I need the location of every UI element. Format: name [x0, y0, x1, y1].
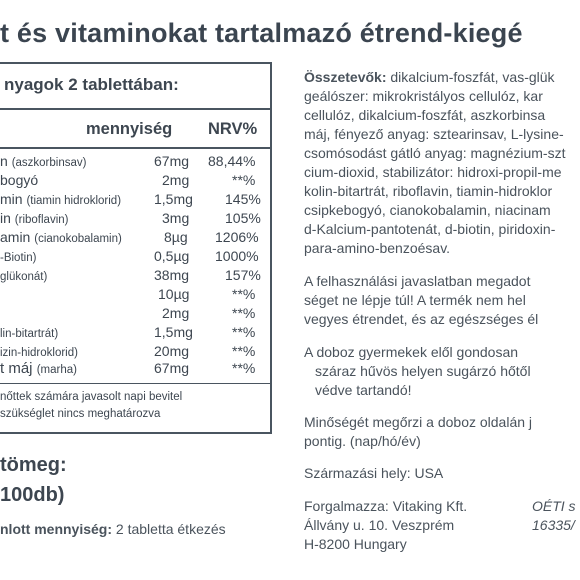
- table-row-name: -Biotin): [0, 252, 37, 264]
- table-row-amount: 2mg: [162, 172, 190, 188]
- table-footnote-nrv: nőttek számára javasolt napi bevitel: [0, 391, 183, 403]
- table-row-name: t máj (marha): [0, 360, 77, 377]
- table-row-nrv: 105%: [225, 210, 261, 226]
- table-row-nrv: **%: [232, 324, 256, 340]
- table-row-nrv: 88,44%: [208, 153, 256, 169]
- table-row-name: amin (cianokobalamin): [0, 229, 122, 245]
- table-heading: nyagok 2 tablettában:: [4, 75, 179, 94]
- table-row-amount: 38mg: [154, 267, 190, 283]
- table-row-name: n (aszkorbinsav): [0, 153, 87, 169]
- best-before-line: Minőségét megőrzi a doboz oldalán j: [304, 414, 533, 430]
- table-row-amount: 20mg: [154, 343, 190, 359]
- table-row-name: glükonát): [0, 271, 48, 283]
- distributor-line: Forgalmazza: Vitaking Kft.: [304, 498, 468, 514]
- origin-line: Származási hely: USA: [304, 465, 444, 481]
- oeti-line: 16335/: [532, 517, 575, 533]
- table-row-name: lin-bitartrát): [0, 328, 59, 340]
- ingredients-line: geálószer: mikrokristályos cellulóz, kar: [304, 88, 543, 104]
- table-row-amount: 1,5mg: [154, 191, 193, 207]
- table-row-amount: 3mg: [162, 210, 190, 226]
- table-row-name: bogyó: [0, 172, 39, 188]
- table-row-amount: 0,5µg: [154, 248, 190, 264]
- ingredients-line: Összetevők: dikalcium-foszfát, vas-glük: [304, 69, 555, 85]
- table-row-amount: 10µg: [158, 286, 190, 302]
- net-weight-value: 100db): [0, 484, 65, 506]
- usage-warning-line: vegyes étrendet, és az egészséges él: [304, 311, 539, 327]
- table-row-nrv: 145%: [225, 191, 261, 207]
- dosage-line: nlott mennyiség: 2 tabletta étkezés: [0, 521, 226, 537]
- table-divider-top: [0, 108, 272, 110]
- table-row-amount: 2mg: [162, 305, 190, 321]
- table-row-amount: 1,5mg: [154, 324, 193, 340]
- ingredients-line: para-amino-benzoésav.: [304, 240, 451, 256]
- table-row-nrv: **%: [232, 360, 256, 376]
- ingredients-line: cium-dioxid, stabilizátor: hidroxi-propil-me: [304, 164, 562, 180]
- table-footnote-unset: szükséglet nincs meghatározva: [0, 408, 161, 420]
- table-row-amount: 67mg: [154, 153, 190, 169]
- table-row-amount: 67mg: [154, 360, 190, 376]
- table-row-nrv: **%: [232, 172, 256, 188]
- table-divider-header: [0, 147, 272, 149]
- table-row-name: izin-hidroklorid): [0, 347, 78, 359]
- ingredients-line: máj, fényező anyag: sztearinsav, L-lysine-: [304, 126, 564, 142]
- ingredients-line: d-Kalcium-pantotenát, d-biotin, piridoxin-: [304, 221, 556, 237]
- ingredients-line: cellulóz, dikalcium-foszfát, aszkorbinsa: [304, 107, 546, 123]
- distributor-line: Állvány u. 10. Veszprém: [304, 517, 455, 533]
- storage-line: védve tartandó!: [315, 382, 412, 398]
- product-title: t és vitaminokat tartalmazó étrend-kiegé: [0, 18, 523, 48]
- usage-warning-line: séget ne lépje túl! A termék nem hel: [304, 292, 526, 308]
- table-row-nrv: **%: [232, 305, 256, 321]
- ingredients-line: csipkebogyó, cianokobalamin, niacinam: [304, 202, 551, 218]
- table-row-name: in (riboflavin): [0, 210, 69, 226]
- best-before-line: pontig. (nap/hó/év): [304, 433, 421, 449]
- table-row-nrv: **%: [232, 343, 256, 359]
- ingredients-line: kolin-bitartrát, riboflavin, tiamin-hidroklor: [304, 183, 553, 199]
- usage-warning-line: A felhasználási javaslatban megadot: [304, 273, 531, 289]
- table-row-nrv: 1000%: [215, 248, 259, 264]
- table-row-nrv: **%: [232, 286, 256, 302]
- distributor-line: H-8200 Hungary: [304, 536, 407, 552]
- oeti-line: OÉTI s: [532, 498, 576, 514]
- storage-line: A doboz gyermekek elől gondosan: [304, 344, 519, 360]
- table-row-amount: 8µg: [164, 229, 188, 245]
- column-nrv-header: NRV%: [208, 120, 258, 138]
- table-row-nrv: 157%: [225, 267, 261, 283]
- ingredients-line: csomósodást gátló anyag: magnézium-szt: [304, 145, 566, 161]
- column-amount-header: mennyiség: [86, 120, 173, 138]
- table-divider-footer: [0, 383, 272, 384]
- storage-line: száraz hűvös helyen sugárzó hőtől: [315, 363, 531, 379]
- table-row-nrv: 1206%: [215, 229, 259, 245]
- net-weight-label: tömeg:: [0, 454, 67, 476]
- table-row-name: min (tiamin hidroklorid): [0, 191, 122, 207]
